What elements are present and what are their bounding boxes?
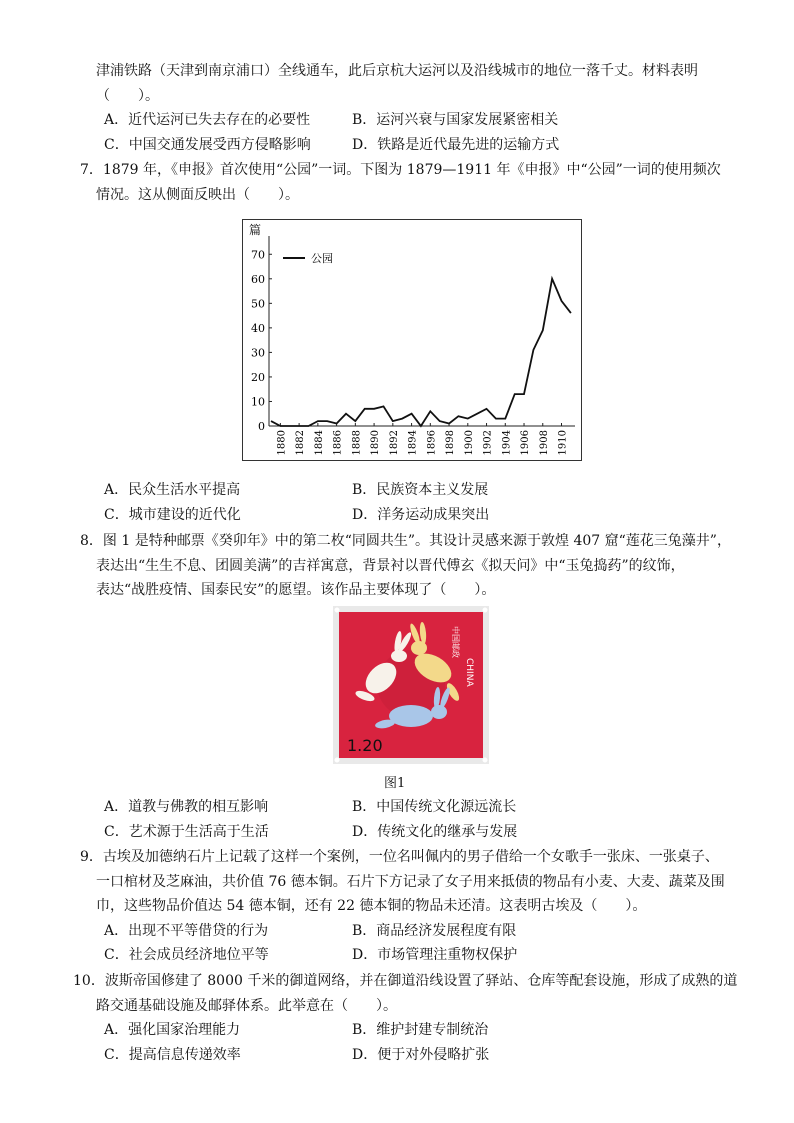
q10-option-d[interactable]: D．便于对外侵略扩张 <box>352 1047 490 1063</box>
q8-stem-line3: 表达“战胜疫情、国泰民安”的愿望。该作品主要体现了（ ）。 <box>96 582 496 598</box>
q8-option-d[interactable]: D．传统文化的继承与发展 <box>352 824 518 840</box>
y-tick-label: 50 <box>251 297 265 311</box>
y-tick-label: 20 <box>251 370 265 384</box>
q7-stem-line1: 7．1879 年，《申报》首次使用“公园”一词。下图为 1879—1911 年《申报》中“公园”一词的使用频次 <box>80 162 721 178</box>
q8-option-a[interactable]: A．道教与佛教的相互影响 <box>104 799 269 815</box>
x-tick-label: 1902 <box>482 430 494 456</box>
x-tick-label: 1886 <box>332 430 344 456</box>
x-tick-label: 1888 <box>351 430 363 456</box>
q6-option-b[interactable]: B．运河兴衰与国家发展紧密相关 <box>352 112 559 128</box>
y-tick-label: 70 <box>251 248 265 262</box>
q10-option-a[interactable]: A．强化国家治理能力 <box>104 1022 241 1038</box>
q6-stem-line1: 津浦铁路（天津到南京浦口）全线通车，此后京杭大运河以及沿线城市的地位一落千丈。材料表明 <box>96 63 698 79</box>
q9-option-b[interactable]: B．商品经济发展程度有限 <box>352 923 517 939</box>
figure-caption: 图1 <box>384 776 406 791</box>
q7-option-b[interactable]: B．民族资本主义发展 <box>352 482 489 498</box>
x-tick-label: 1896 <box>426 430 438 456</box>
y-tick-label: 60 <box>251 272 265 286</box>
q6-option-d[interactable]: D．铁路是近代最先进的运输方式 <box>352 137 560 153</box>
y-axis-label: 篇 <box>249 223 262 237</box>
stamp-value: 1.20 <box>347 736 383 755</box>
q10-option-b[interactable]: B．维护封建专制统治 <box>352 1022 489 1038</box>
x-tick-label: 1908 <box>538 430 550 456</box>
q9-option-d[interactable]: D．市场管理注重物权保护 <box>352 947 518 963</box>
y-tick-label: 40 <box>251 321 265 335</box>
rabbit-stamp-image <box>333 606 489 764</box>
q9-stem-line1: 9．古埃及加德纳石片上记载了这样一个案例，一位名叫佩内的男子借给一个女歌手一张床、一张桌子、 <box>80 849 719 865</box>
q9-stem-line2: 一口棺材及芝麻油，共价值 76 德本铜。石片下方记录了女子用来抵债的物品有小麦、大麦、蔬菜及围 <box>96 874 725 890</box>
q6-option-c[interactable]: C．中国交通发展受西方侵略影响 <box>104 137 311 153</box>
x-tick-label: 1884 <box>313 430 325 456</box>
q10-stem-line2: 路交通基础设施及邮驿体系。此举意在（ ）。 <box>96 998 397 1014</box>
series-line-gongyuan <box>271 279 571 426</box>
y-tick-label: 0 <box>258 420 265 433</box>
y-tick-label: 10 <box>251 395 265 409</box>
q10-stem-line1: 10．波斯帝国修建了 8000 千米的御道网络，并在御道沿线设置了驿站、仓库等配套设施，形成了成熟的道 <box>73 973 738 989</box>
x-tick-label: 1910 <box>557 430 569 456</box>
q8-stem-line1: 8．图 1 是特种邮票《癸卯年》中的第二枚“同圆共生”。其设计灵感来源于敦煌 407 窟“莲花三兔藻井”， <box>80 533 731 549</box>
stamp-country-en: CHINA <box>464 658 474 687</box>
q6-option-a[interactable]: A．近代运河已失去存在的必要性 <box>104 112 311 128</box>
x-tick-label: 1900 <box>463 430 475 456</box>
x-tick-label: 1904 <box>501 430 513 456</box>
chart-svg <box>243 220 581 460</box>
q9-option-c[interactable]: C．社会成员经济地位平等 <box>104 947 269 963</box>
line-chart <box>242 219 582 461</box>
q9-option-a[interactable]: A．出现不平等借贷的行为 <box>104 923 269 939</box>
x-tick-label: 1906 <box>520 430 532 456</box>
q10-option-c[interactable]: C．提高信息传递效率 <box>104 1047 241 1063</box>
q8-option-b[interactable]: B．中国传统文化源远流长 <box>352 799 517 815</box>
q7-stem-line2: 情况。这从侧面反映出（ ）。 <box>96 187 299 203</box>
q8-option-c[interactable]: C．艺术源于生活高于生活 <box>104 824 269 840</box>
q6-stem-line2: （ ）。 <box>96 88 159 104</box>
x-tick-label: 1890 <box>370 430 382 456</box>
x-tick-label: 1898 <box>445 430 457 456</box>
q9-stem-line3: 巾，这些物品价值达 54 德本铜，还有 22 德本铜的物品未还清。这表明古埃及（ ）。 <box>96 898 647 914</box>
q7-option-a[interactable]: A．民众生活水平提高 <box>104 482 241 498</box>
x-tick-label: 1894 <box>407 430 419 456</box>
x-tick-label: 1882 <box>295 430 307 456</box>
legend-label: 公园 <box>311 252 333 265</box>
x-tick-label: 1880 <box>276 430 288 456</box>
y-tick-label: 30 <box>251 346 265 360</box>
x-tick-label: 1892 <box>388 430 400 456</box>
q8-stem-line2: 表达出“生生不息、团圆美满”的吉祥寓意，背景衬以晋代傅玄《拟天问》中“玉兔捣药”的纹饰， <box>96 558 685 574</box>
q7-option-c[interactable]: C．城市建设的近代化 <box>104 507 241 523</box>
q7-option-d[interactable]: D．洋务运动成果突出 <box>352 507 490 523</box>
stamp-country: 中国邮政 <box>451 626 460 658</box>
